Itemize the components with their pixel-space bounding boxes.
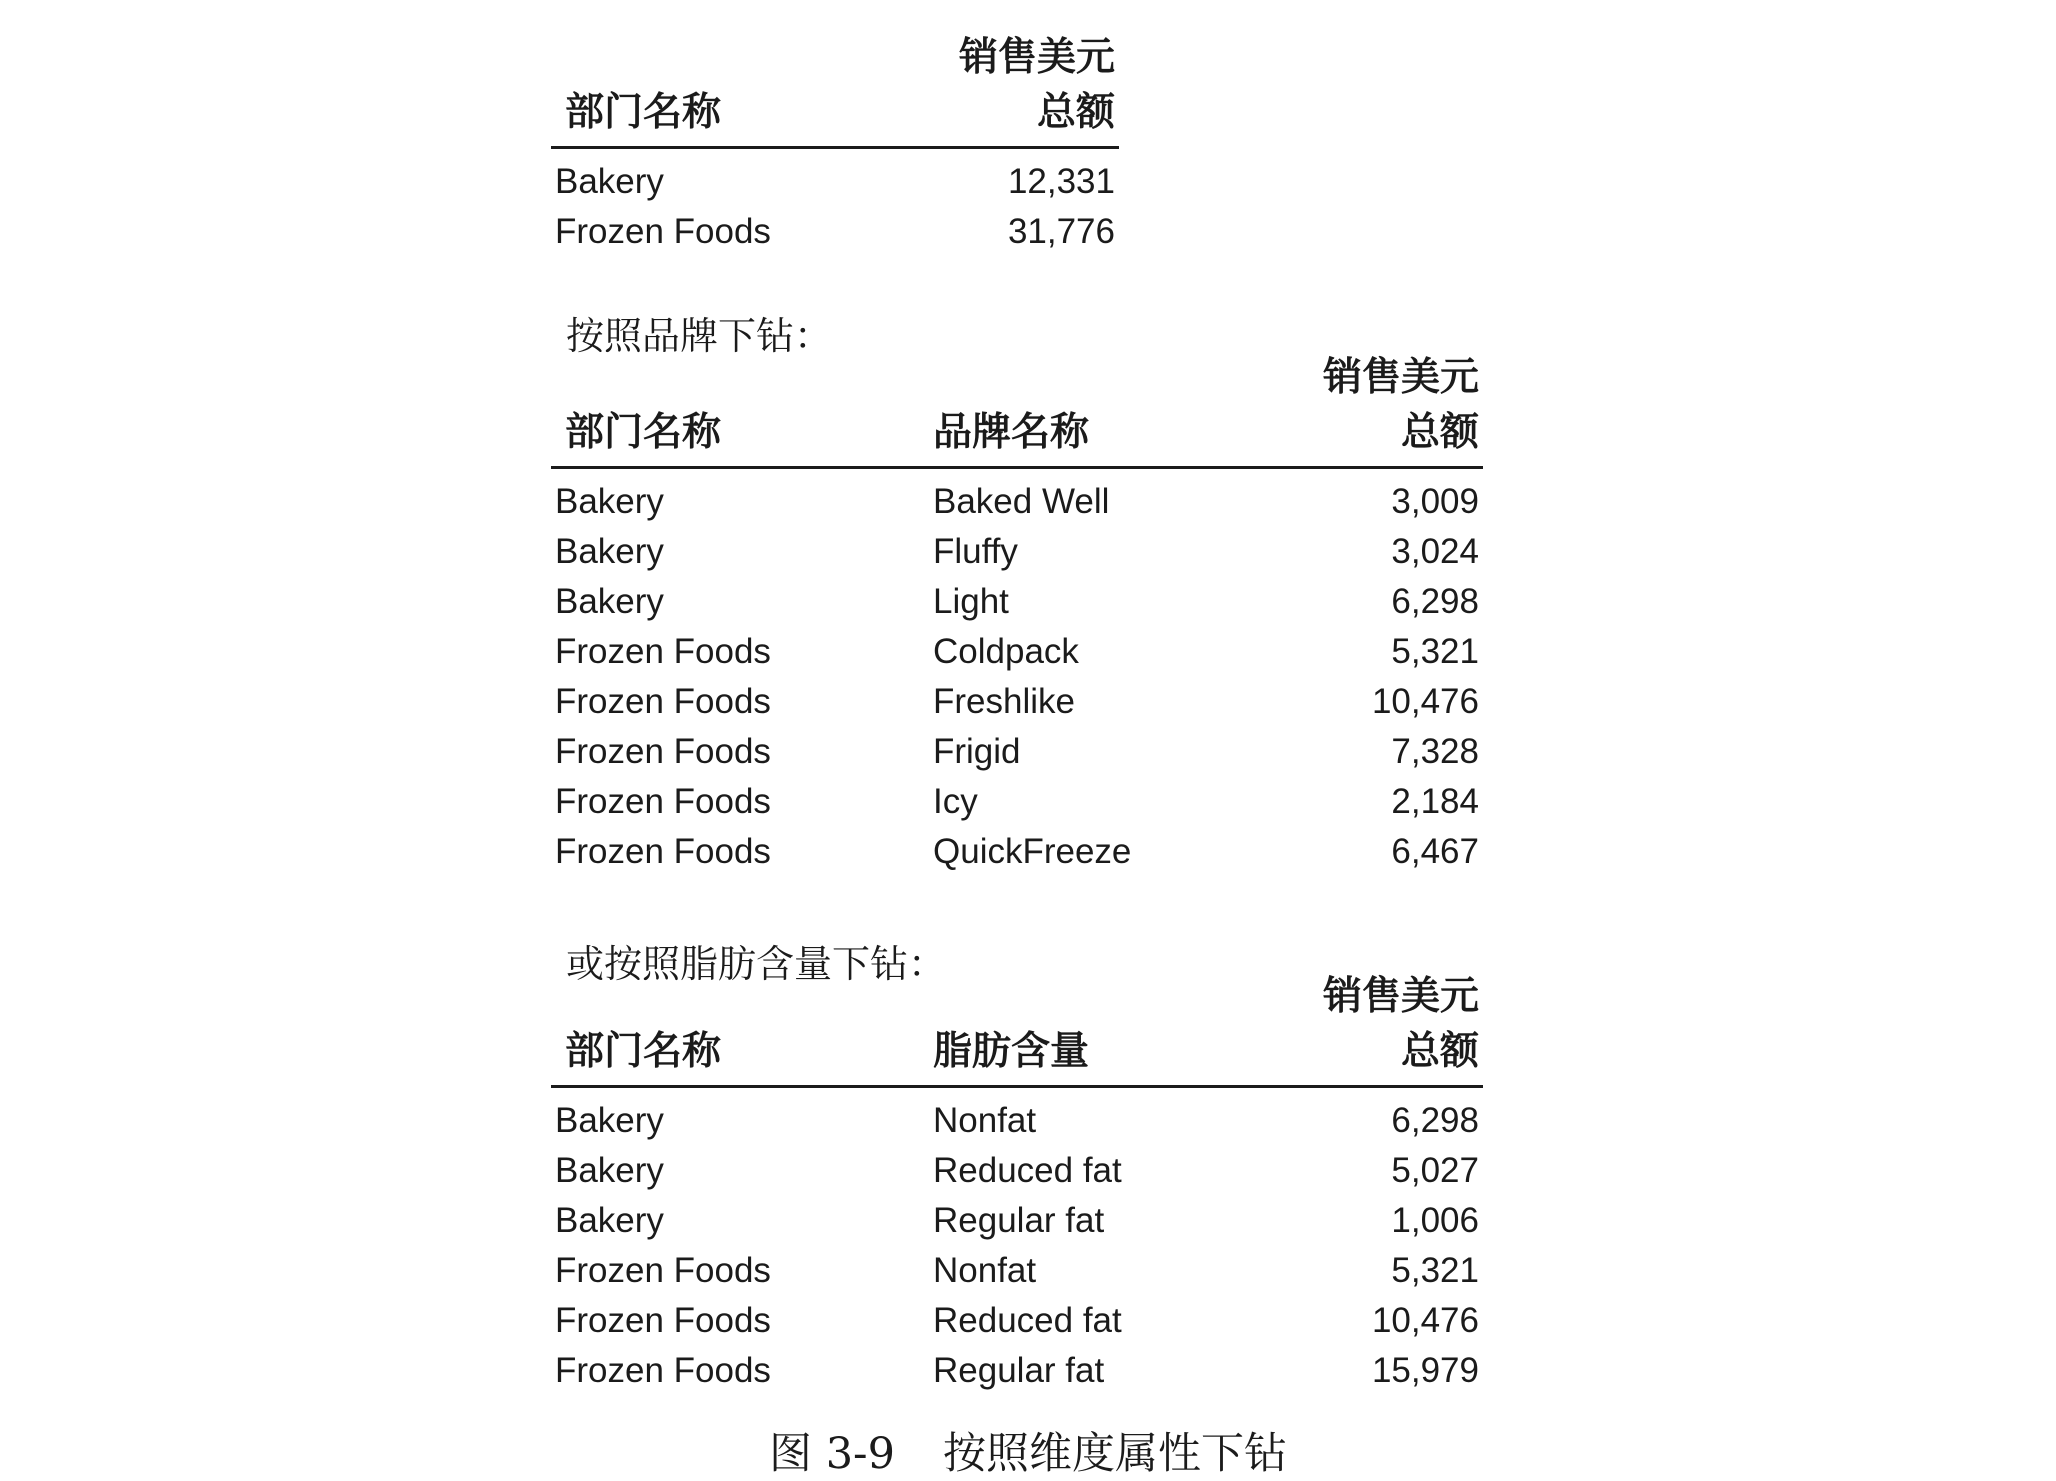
fat-content-cell: Nonfat (933, 1101, 1037, 1140)
department-cell: Frozen Foods (555, 212, 771, 251)
sales-cell: 6,298 (1391, 1101, 1479, 1140)
fat-content-drilldown-table (551, 969, 1483, 1396)
department-cell: Frozen Foods (555, 632, 771, 671)
brand-cell: Fluffy (933, 532, 1018, 571)
table-row (551, 527, 1483, 577)
table-row (551, 148, 1119, 208)
department-cell: Bakery (555, 482, 664, 521)
table-row (551, 1246, 1483, 1296)
table-row (551, 627, 1483, 677)
department-cell: Bakery (555, 1101, 664, 1140)
department-cell: Frozen Foods (555, 1351, 771, 1390)
table-row (551, 1087, 1483, 1147)
fat-content-cell: Regular fat (933, 1351, 1105, 1390)
sales-cell: 12,331 (1007, 162, 1115, 201)
figure-number: 图 3-9 (769, 1429, 895, 1479)
sales-cell: 5,321 (1391, 1251, 1479, 1290)
sales-cell: 10,476 (1371, 1301, 1479, 1340)
table-row (551, 577, 1483, 627)
sales-header-line2: 总额 (1036, 90, 1115, 135)
brand-cell: Baked Well (933, 482, 1110, 521)
department-name-header: 部门名称 (551, 969, 929, 1087)
sales-cell: 5,321 (1391, 632, 1479, 671)
department-cell: Frozen Foods (555, 1301, 771, 1340)
figure-caption (0, 1420, 2056, 1481)
sales-cell: 2,184 (1391, 782, 1479, 821)
department-cell: Frozen Foods (555, 832, 771, 871)
fat-content-header: 脂肪含量 (929, 969, 1269, 1087)
brand-name-header: 品牌名称 (929, 350, 1269, 468)
sales-total-header (871, 30, 1119, 148)
brand-drilldown-table (551, 350, 1483, 877)
table-row (551, 1146, 1483, 1196)
department-cell: Frozen Foods (555, 682, 771, 721)
table-row (551, 1196, 1483, 1246)
drill-by-brand-label: 按照品牌下钻： (566, 314, 833, 358)
sales-cell: 7,328 (1391, 732, 1479, 771)
sales-header-line1: 销售美元 (1322, 974, 1479, 1019)
sales-cell: 6,298 (1391, 582, 1479, 621)
department-name-header: 部门名称 (551, 350, 929, 468)
table-row (551, 827, 1483, 877)
sales-cell: 5,027 (1391, 1151, 1479, 1190)
fat-content-cell: Nonfat (933, 1251, 1037, 1290)
sales-cell: 1,006 (1391, 1201, 1479, 1240)
sales-cell: 3,024 (1391, 532, 1479, 571)
brand-cell: Light (933, 582, 1009, 621)
department-cell: Bakery (555, 1201, 664, 1240)
table-row (551, 727, 1483, 777)
fat-content-cell: Reduced fat (933, 1301, 1122, 1340)
department-cell: Bakery (555, 532, 664, 571)
table-row (551, 777, 1483, 827)
table-header-row (551, 30, 1119, 148)
table-row (551, 468, 1483, 528)
department-cell: Bakery (555, 1151, 664, 1190)
brand-cell: QuickFreeze (933, 832, 1132, 871)
department-cell: Frozen Foods (555, 782, 771, 821)
sales-cell: 10,476 (1371, 682, 1479, 721)
table-row (551, 677, 1483, 727)
department-cell: Bakery (555, 582, 664, 621)
table-row (551, 207, 1119, 257)
brand-cell: Coldpack (933, 632, 1079, 671)
table-header-row (551, 969, 1483, 1087)
fat-content-cell: Reduced fat (933, 1151, 1122, 1190)
department-cell: Frozen Foods (555, 732, 771, 771)
sales-total-header (1269, 350, 1483, 468)
sales-header-line1: 销售美元 (958, 35, 1115, 80)
table-row (551, 1296, 1483, 1346)
sales-header-line1: 销售美元 (1322, 355, 1479, 400)
sales-cell: 31,776 (1007, 212, 1115, 251)
sales-cell: 15,979 (1371, 1351, 1479, 1390)
department-summary-table (551, 30, 1119, 257)
drill-by-fat-content-label: 或按照脂肪含量下钻： (566, 942, 947, 986)
sales-cell: 6,467 (1391, 832, 1479, 871)
sales-total-header (1269, 969, 1483, 1087)
sales-cell: 3,009 (1391, 482, 1479, 521)
department-cell: Bakery (555, 162, 664, 201)
brand-cell: Freshlike (933, 682, 1075, 721)
department-cell: Frozen Foods (555, 1251, 771, 1290)
department-name-header: 部门名称 (551, 30, 871, 148)
sales-header-line2: 总额 (1400, 1029, 1479, 1074)
table-header-row (551, 350, 1483, 468)
figure-title: 按照维度属性下钻 (942, 1429, 1287, 1479)
brand-cell: Icy (933, 782, 978, 821)
fat-content-cell: Regular fat (933, 1201, 1105, 1240)
table-row (551, 1346, 1483, 1396)
sales-header-line2: 总额 (1400, 410, 1479, 455)
brand-cell: Frigid (933, 732, 1021, 771)
